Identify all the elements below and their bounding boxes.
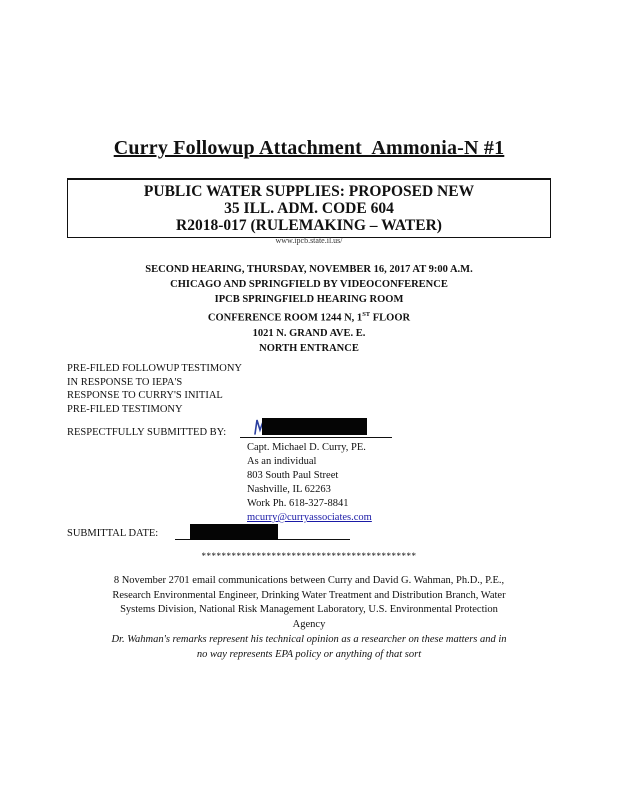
email-comm-line-1: 8 November 2701 email communications between Curry and David G. Wahman, Ph.D., P.E.,	[113, 575, 505, 586]
hearing-date-line: SECOND HEARING, THURSDAY, NOVEMBER 16, 2017 AT 9:00 A.M.	[145, 264, 473, 275]
website-url: www.ipcb.state.il.us/	[275, 236, 343, 245]
prefiled-line-2: IN RESPONSE TO IEPA'S	[67, 376, 183, 388]
email-comm-line-3: Systems Division, National Risk Management Laboratory, U.S. Environmental Protection	[120, 604, 498, 615]
submitter-capacity: As an individual	[247, 456, 317, 467]
submitted-by-label: RESPECTFULLY SUBMITTED BY:	[67, 427, 227, 438]
submitter-email-link[interactable]: mcurry@curryassociates.com	[247, 512, 372, 523]
submitter-address	[247, 441, 372, 525]
remarks-line-2: no way represents EPA policy or anything of that sort	[196, 648, 422, 660]
hearing-room-line: IPCB SPRINGFIELD HEARING ROOM	[214, 294, 404, 305]
submittal-date-label: SUBMITTAL DATE:	[67, 528, 159, 539]
email-comm-line-2: Research Environmental Engineer, Drinking Water Treatment and Distribution Branch, Water	[112, 589, 506, 601]
hearing-location-line: CHICAGO AND SPRINGFIELD BY VIDEOCONFERENCE	[170, 279, 448, 290]
email-communication-note	[40, 574, 578, 632]
floor-superscript: ST	[362, 311, 371, 318]
entrance-line: NORTH ENTRANCE	[259, 342, 359, 354]
box-line-2: 35 ILL. ADM. CODE 604	[224, 200, 394, 217]
submitter-phone: Work Ph. 618-327-8841	[247, 498, 349, 509]
prefiled-line-1: PRE-FILED FOLLOWUP TESTIMONY	[67, 363, 242, 374]
street-address-line: 1021 N. GRAND AVE. E.	[252, 327, 366, 339]
remarks-line-1: Dr. Wahman's remarks represent his technical opinion as a researcher on these matters and in	[111, 634, 507, 645]
submitter-street: 803 South Paul Street	[247, 470, 339, 481]
box-line-3: R2018-017 (RULEMAKING – WATER)	[176, 217, 442, 234]
hearing-info	[0, 262, 618, 356]
document-title: Curry Followup Attachment Ammonia-N #1	[113, 137, 505, 159]
submittal-date-redaction	[190, 524, 278, 540]
signature-redaction	[262, 418, 367, 435]
floor-text: FLOOR	[370, 312, 411, 324]
email-comm-line-4: Agency	[292, 618, 326, 630]
conference-room-line	[0, 307, 618, 326]
signature-line	[240, 437, 392, 438]
prefiled-line-4: PRE-FILED TESTIMONY	[67, 403, 183, 415]
asterisk-divider: *******************************************	[201, 551, 417, 561]
prefiled-heading	[67, 362, 327, 416]
submitter-city: Nashville, IL 62263	[247, 484, 331, 495]
prefiled-line-3: RESPONSE TO CURRY'S INITIAL	[67, 390, 223, 401]
disclaimer-remarks	[40, 633, 578, 662]
title-box	[67, 178, 551, 238]
box-line-1: PUBLIC WATER SUPPLIES: PROPOSED NEW	[143, 183, 475, 200]
submitter-name: Capt. Michael D. Curry, PE.	[247, 442, 366, 453]
conference-room-text: CONFERENCE ROOM 1244 N, 1	[207, 312, 363, 324]
